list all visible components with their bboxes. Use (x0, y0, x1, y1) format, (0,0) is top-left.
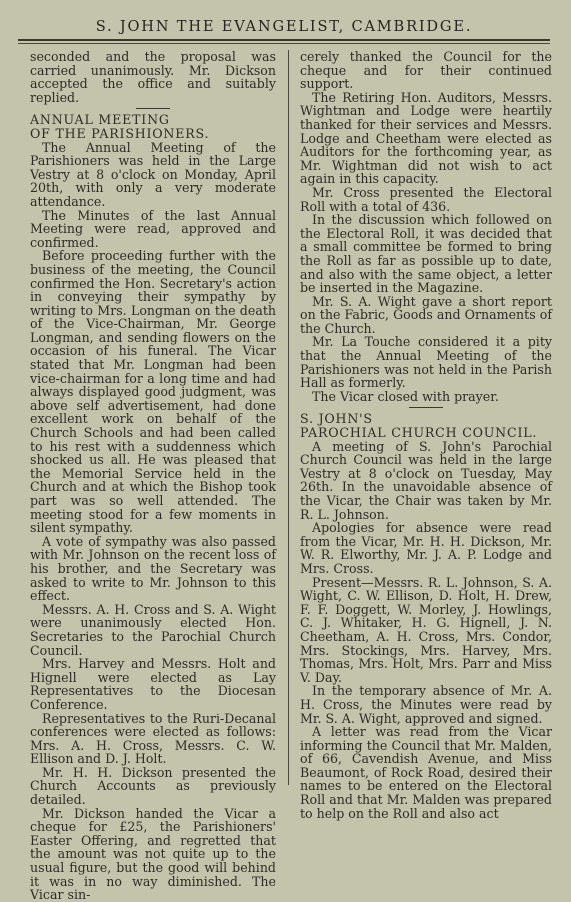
section-divider (136, 108, 170, 109)
paragraph: Representatives to the Ruri-Decanal conferences were elected as follows: Mrs. A. H. Cross, Messrs. C. W. Ellison and D. J. Holt. (30, 710, 276, 767)
header-rule (18, 39, 550, 41)
paragraph: Mr. Cross presented the Electoral Roll with a total of 436. (300, 184, 552, 214)
header-rule-thin (18, 43, 550, 44)
paragraph: Mrs. Harvey and Messrs. Holt and Hignell were elected as Lay Representatives to the Diocesan Conference. (30, 656, 276, 712)
heading-line: PAROCHIAL CHURCH COUNCIL. (300, 425, 538, 441)
paragraph: Present—Messrs. R. L. Johnson, S. A. Wight, C. W. Ellison, D. Holt, H. Drew, F. F. Doggett, W. Morley, J. Howlings, C. J. Whitaker, H. G. Hignell, J. N. Cheetham, A. H. Cross, Mrs. Condor, Mrs. Stockings, Mrs. Harvey, Mrs. Thomas, Mrs. Holt, Mrs. Parr and Miss V. Day. (300, 574, 552, 685)
paragraph: The Annual Meeting of the Parishioners was held in the Large Vestry at 8 o'clock on Monday, April 20th, with only a very moderate attendance. (30, 139, 276, 209)
paragraph: Apologies for absence were read from the Vicar, Mr. H. H. Dickson, Mr. W. R. Elworthy, Mr. J. A. P. Lodge and Mrs. Cross. (300, 520, 552, 576)
paragraph: Mr. H. H. Dickson presented the Church Accounts as previously detailed. (30, 764, 276, 808)
paragraph: The Vicar closed with prayer. (312, 388, 499, 404)
paragraph: Mr. Dickson handed the Vicar a cheque for £25, the Parishioners' Easter Offering, and regretted that the amount was not quite up to the usual figure, but the good will behind it was in no way diminished. The Vicar sin- (30, 805, 276, 902)
paragraph: In the discussion which followed on the Electoral Roll, it was decided that a small committee be formed to bring the Roll as far as possible up to date, and also with the same object, a letter be inserted in the Magazine. (300, 212, 552, 296)
heading-line: S. JOHN'S (300, 411, 373, 427)
heading-line: OF THE PARISHIONERS. (30, 125, 210, 141)
paragraph: In the temporary absence of Mr. A. H. Cross, the Minutes were read by Mr. S. A. Wight, approved and signed. (300, 683, 552, 726)
column-divider (288, 50, 289, 785)
paragraph: Messrs. A. H. Cross and S. A. Wight were unanimously elected Hon. Secretaries to the Parochial Church Council. (30, 601, 276, 658)
section-heading (30, 113, 276, 140)
paragraph: Mr. La Touche considered it a pity that the Annual Meeting of the Parishioners was not held in the Parish Hall as formerly. (300, 334, 552, 391)
paragraph: Before proceeding further with the business of the meeting, the Council confirmed the Hon. Secretary's action in conveying their sympathy by writing to Mrs. Longman on the death of the Vice-Chairman, Mr. George Longman, and sending flowers on the occasion of his funeral. The Vicar stated that Mr. Longman had been vice-chairman for a long time and had always displayed good judgment, was above self advertisement, had done excellent work on behalf of the Church Schools and had been called to his rest with a suddenness which shocked us all. He was pleased that the Memorial Service held in the Church and at which the Bishop took part was so well attended. The meeting stood for a few moments in silent sympathy. (30, 248, 276, 536)
paragraph: A vote of sympathy was also passed with Mr. Johnson on the recent loss of his brother, and the Secretary was asked to write to Mr. Johnson to this effect. (30, 533, 276, 604)
paragraph: A letter was read from the Vicar informing the Council that Mr. Malden, of 66, Cavendish Avenue, and Miss Beaumont, of Rock Road, desired their names to be entered on the Electoral Roll and that Mr. Malden was prepared to help on the Roll and also act (300, 724, 552, 821)
section-divider (409, 407, 443, 408)
paragraph: The Retiring Hon. Auditors, Messrs. Wightman and Lodge were heartily thanked for their services and Messrs. Lodge and Cheetham were elected as Auditors for the forthcoming year, as Mr. Wightman did not wish to act again in this capacity. (300, 89, 552, 187)
paragraph: seconded and the proposal was carried unanimously. Mr. Dickson accepted the office and suitably replied. (30, 49, 276, 105)
heading-line: ANNUAL MEETING (30, 112, 170, 128)
paragraph: Mr. S. A. Wight gave a short report on the Fabric, Goods and Ornaments of the Church. (300, 293, 552, 336)
page-header: S. JOHN THE EVANGELIST, CAMBRIDGE. (95, 18, 473, 35)
paragraph: A meeting of S. John's Parochial Church Council was held in the large Vestry at 8 o'clock on Tuesday, May 26th. In the unavoidable absence of the Vicar, the Chair was taken by Mr. R. L. Johnson. (300, 438, 552, 522)
left-column (30, 49, 276, 902)
section-heading (300, 412, 552, 439)
right-column (300, 49, 552, 821)
paragraph: cerely thanked the Council for the cheque and for their continued support. (300, 49, 552, 92)
paragraph: The Minutes of the last Annual Meeting were read, approved and confirmed. (30, 207, 276, 250)
